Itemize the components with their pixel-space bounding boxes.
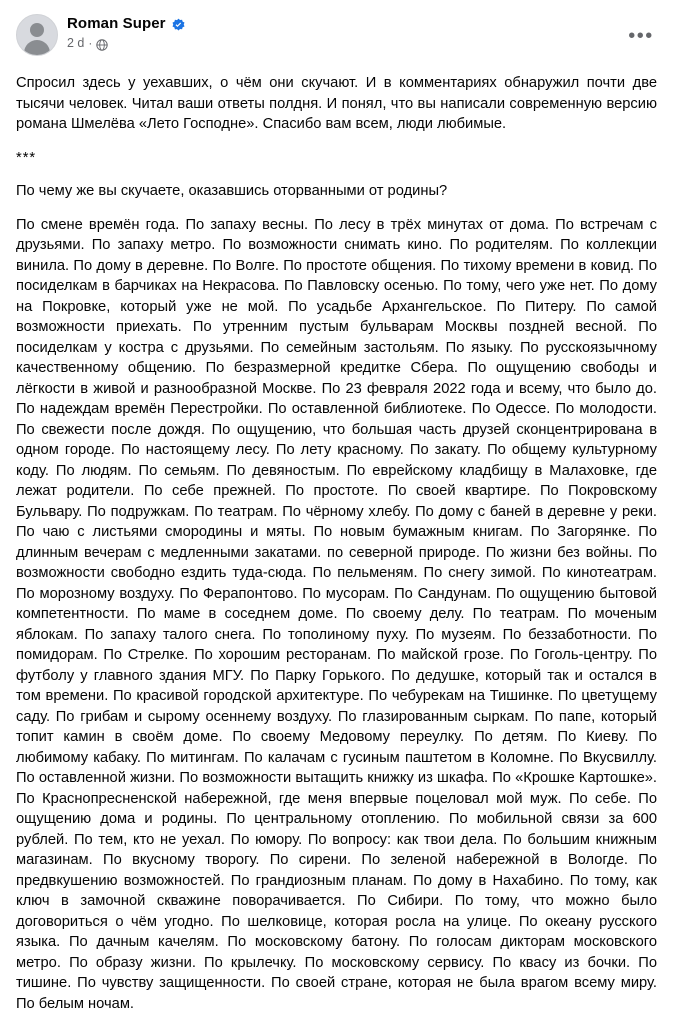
post-paragraph-separator: *** xyxy=(16,148,657,169)
post-timestamp[interactable]: 2 d xyxy=(67,36,84,50)
post-header xyxy=(16,14,657,62)
avatar-head-shape xyxy=(30,23,44,37)
post-paragraph-intro: Спросил здесь у уехавших, о чём они скучают. И в комментариях обнаружил почти две тысячи человек. Читал ваши ответы полдня. И понял, что вы написали современную версию романа Шмелёва «Лето Господне». Спасибо вам всем, люди любимые. xyxy=(16,73,657,135)
post-meta xyxy=(67,36,186,50)
post-paragraph-list: По смене времён года. По запаху весны. По лесу в трёх минутах от дома. По встречам с друзьями. По запаху метро. По возможности снимать кино. По родителям. По коллекции винила. По дому в деревне. По Волге. По простоте общения. По тихому времени в ковид. По посиделкам в барчиках на Некрасова. По Павловску осенью. По тому, чего уже нет. По дому на Покровке, который уже не мой. По усадьбе Архангельское. По Питеру. По самой возможности приехать. По утренним пустым бульварам Москвы поздней весной. По посиделкам у костра с друзьями. По семейным застольям. По языку. По русскоязычному качественному общению. По безразмерной кредитке Сбера. По ощущению свободы и лёгкости в живой и разнообразной Москве. По 23 февраля 2022 года и всему, что было до. По надеждам времён Перестройки. По оставленной библиотеке. По Одессе. По молодости. По свежести после дождя. По ощущению, что большая часть друзей сконцентрирована в одном городе. По настоящему лесу. По лету красному. По закату. По общему культурному коду. По людям. По семьям. По девяностым. По еврейскому кладбищу в Малаховке, где лежат родители. По себе прежней. По простоте. По своей квартире. По Покровскому Бульвару. По подружкам. По театрам. По чёрному хлебу. По дому с баней в деревне у реки. По чаю с листьями смородины и мяты. По новым бумажным книгам. По Загорянке. По длинным вечерам с медленными закатами. по северной природе. По жизни без войны. По возможности свободно ездить туда-сюда. По пельменям. По снегу зимой. По кинотеатрам. По морозному воздуху. По Ферапонтово. По мусорам. По Сандунам. По ощущению бытовой компетентности. По маме в соседнем доме. По своему делу. По театрам. По моченым яблокам. По запаху талого снега. По тополиному пуху. По музеям. По беззаботности. По помидорам. По Стрелке. По хорошим ресторанам. По майской грозе. По Гоголь-центру. По футболу у главного здания МГУ. По Парку Горького. По дедушке, который так и остался в том времени. По красивой городской архитектуре. По чебурекам на Тишинке. По цветущему саду. По грибам и сырому осеннему воздуху. По глазированным сыркам. По папе, который топит камин в своём доме. По своему Медовому переулку. По детям. По Киеву. По любимому кабаку. По митингам. По калачам с гусиным паштетом в Коломне. По Вкусвиллу. По оставленной жизни. По возможности вытащить книжку из шкафа. По «Крошке Картошке». По Краснопресненской набережной, где меня впервые поцеловал мой муж. По себе. По ощущению дома и родины. По центральному отоплению. По мобильной связи за 600 рублей. По тем, кто не уехал. По юмору. По вопросу: как твои дела. По большим книжным магазинам. По вкусному творогу. По сирени. По зеленой набережной в Вологде. По предвкушению возможностей. По грандиозным планам. По дому в Нахабино. По тому, как ключ в замочной скважине поворачивается. По Сибири. По тому, что можно было договориться о чём угодно. По шелковице, которая росла на улице. По океану русского языка. По дачным качелям. По московскому батону. По голосам дикторам московского метро. По образу жизни. По крылечку. По московскому сервису. По квасу из бочки. По тишине. По чувству защищенности. По своей стране, которая не была врагом всему миру. По белым ночам. xyxy=(16,215,657,1014)
author-name[interactable]: Roman Super xyxy=(67,15,166,33)
post-body xyxy=(16,73,657,1014)
avatar[interactable] xyxy=(16,14,58,56)
verified-badge-icon xyxy=(171,18,186,33)
avatar-body-shape xyxy=(24,40,50,56)
meta-separator: · xyxy=(88,36,92,50)
globe-icon[interactable] xyxy=(96,39,108,51)
post-header-text xyxy=(67,14,186,50)
author-row xyxy=(67,15,186,33)
post-more-options-button[interactable]: ••• xyxy=(625,20,657,52)
post-paragraph-question: По чему же вы скучаете, оказавшись оторванными от родины? xyxy=(16,181,657,202)
